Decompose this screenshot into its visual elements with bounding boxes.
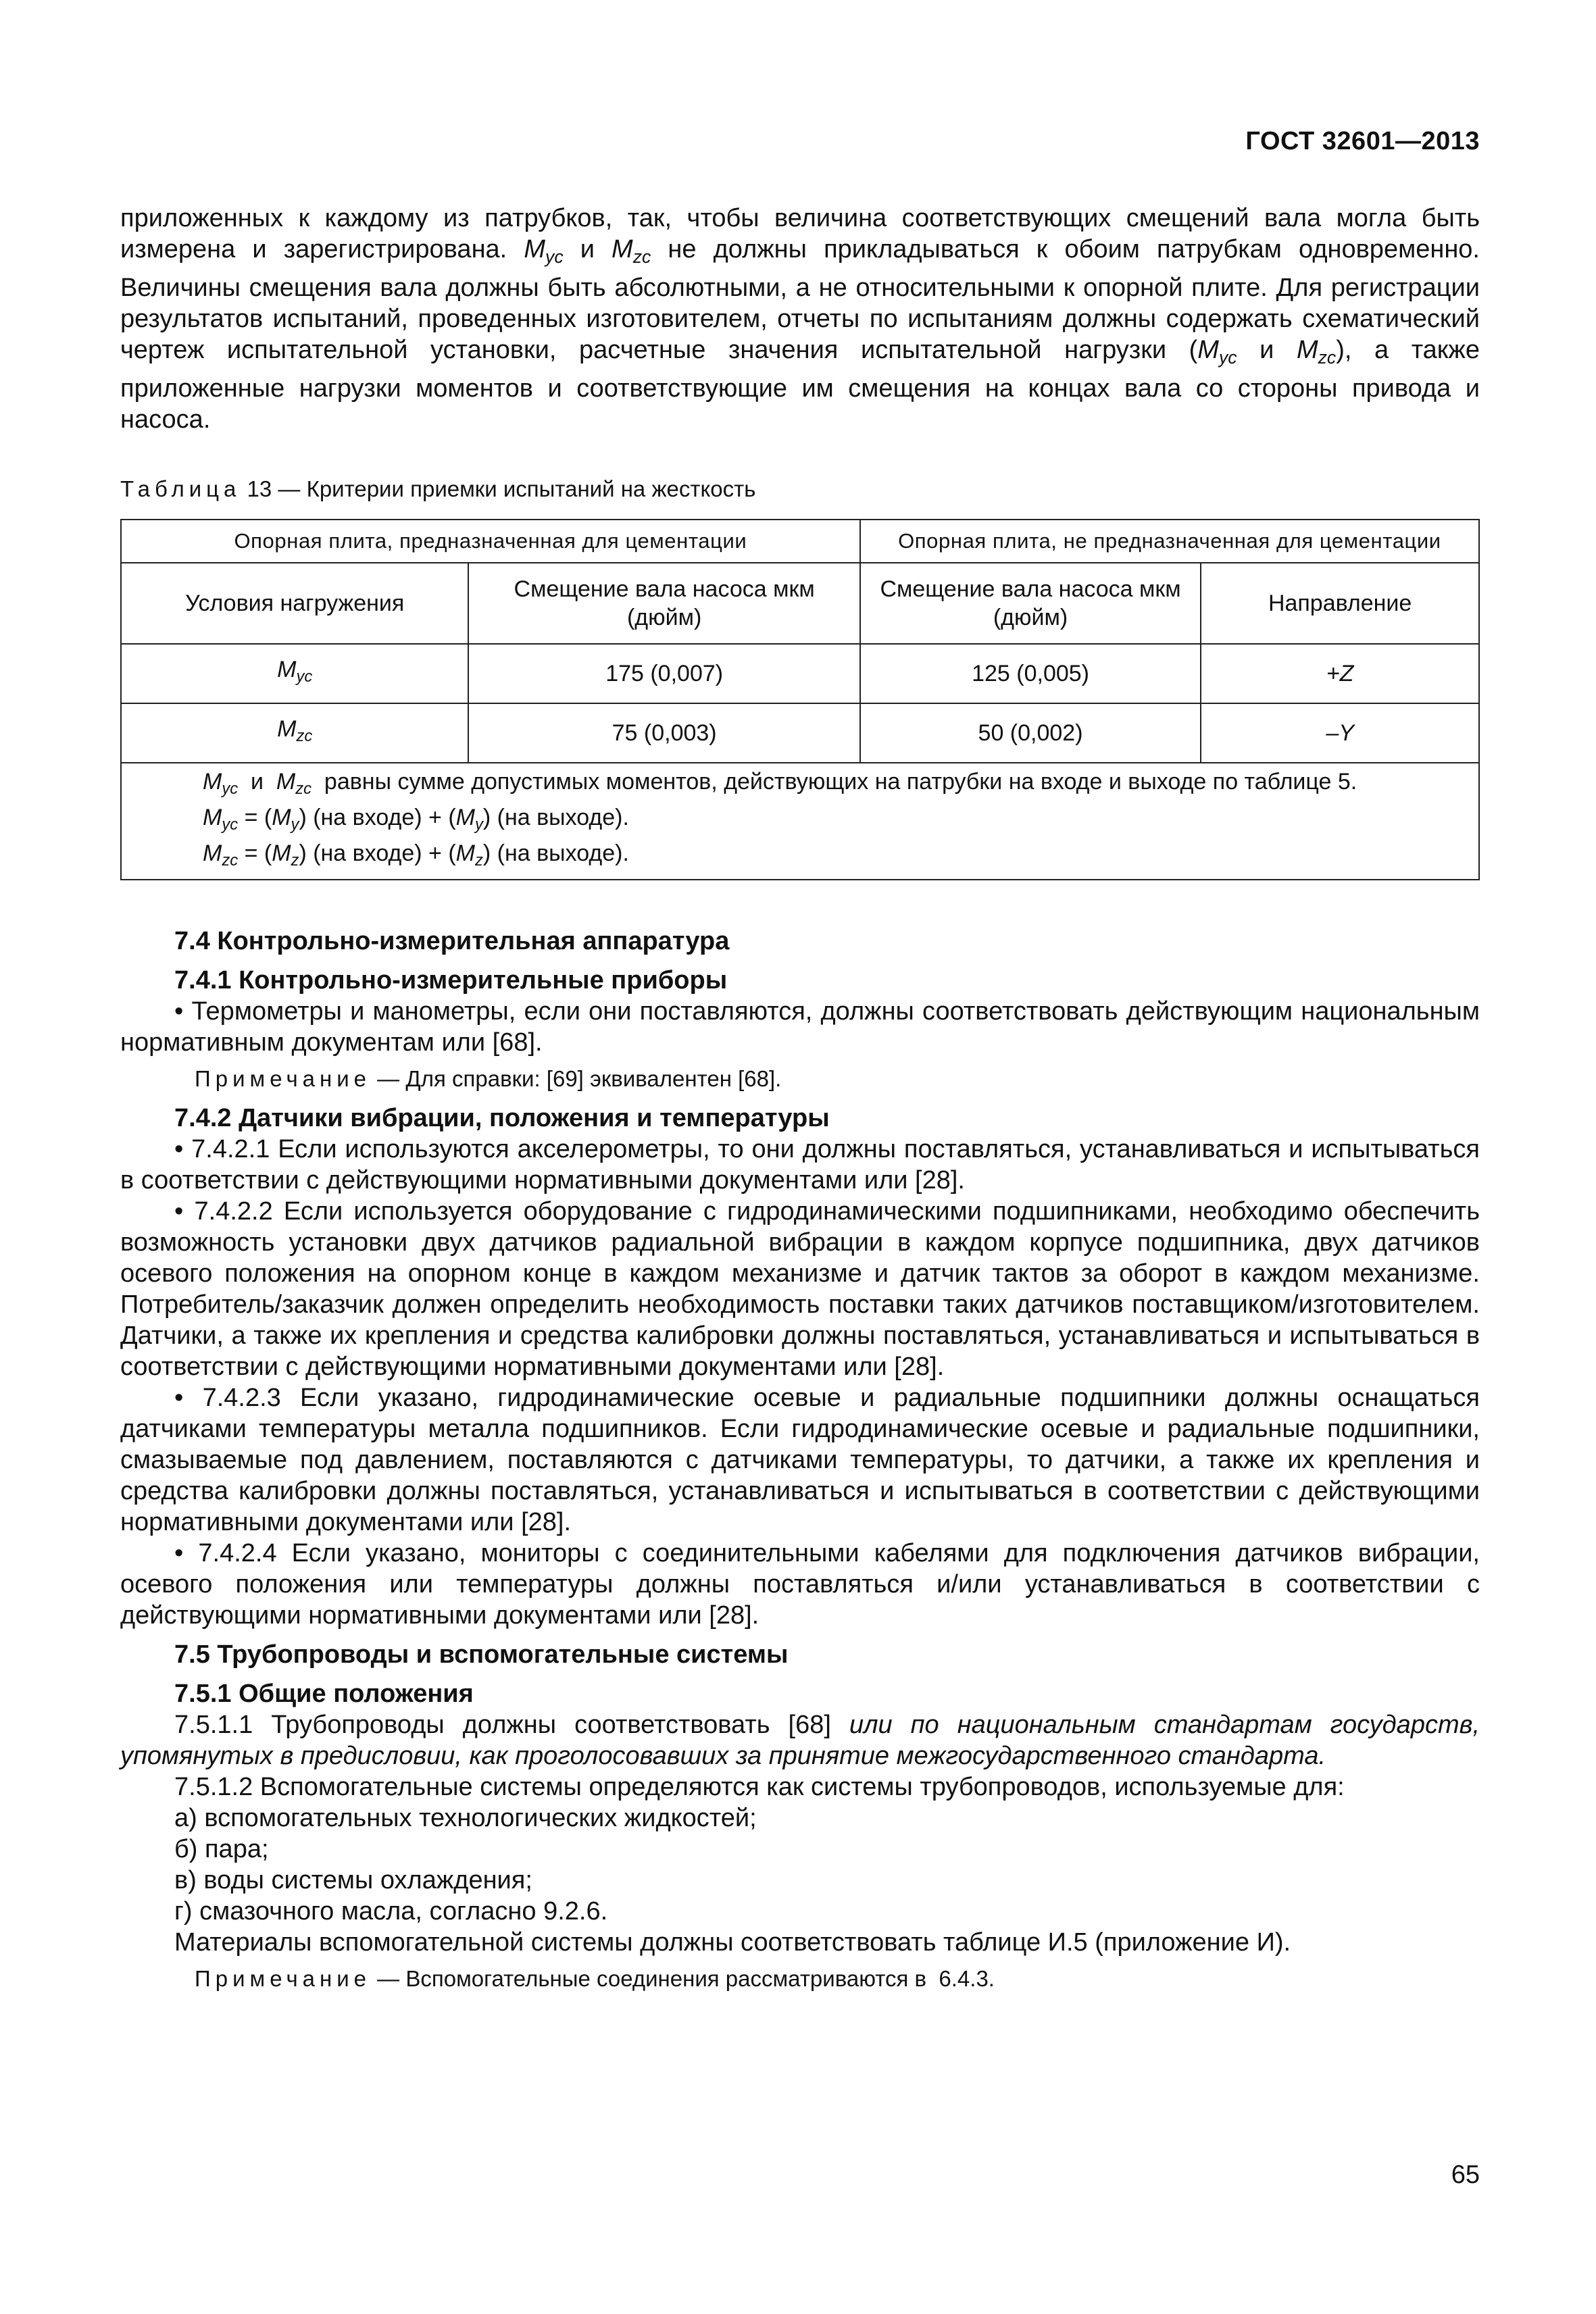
- list-item: в) воды системы охлаждения;: [174, 1866, 532, 1894]
- group-header-grouted: Опорная плита, предназначенная для цементации: [121, 520, 860, 563]
- document-page: [120, 0, 1480, 2314]
- subscript: z: [291, 851, 299, 870]
- heading-7-5-1: 7.5.1 Общие положения: [174, 1680, 474, 1708]
- paragraph-7-4-2-3: • 7.4.2.3 Если указано, гидродинамические осевые и радиальные подшипники должны оснащаться датчиками температуры металла подшипников. Если гидродинамические осевые и радиальные подшипники, смазываемые под давлением, поставляются с датчиками температуры, то датчики, а также их крепления и средства калибровки должны поставляться, устанавливаться и испытываться в соответствии с действующими нормативными документами или [28].: [120, 1384, 1480, 1536]
- subscript: zc: [295, 780, 312, 799]
- heading-7-5: 7.5 Трубопроводы и вспомогательные системы: [174, 1640, 789, 1669]
- note-line-1: [203, 768, 1478, 803]
- heading-7-4-1: 7.4.1 Контрольно-измерительные приборы: [174, 966, 728, 995]
- note-7-4-1: [195, 1063, 1480, 1095]
- paragraph-7-4-2-1: • 7.4.2.1 Если используются акселерометры, то они должны поставляться, устанавливаться и испытываться в соответствии с действующими нормативными документами или [28].: [120, 1135, 1480, 1194]
- intro-paragraph: [120, 203, 1480, 435]
- note-7-5: [195, 1963, 1480, 1994]
- subscript: yc: [222, 815, 239, 834]
- note-word: Примечание: [195, 1066, 372, 1091]
- text-run: = (: [238, 840, 272, 867]
- subscript: yc: [1218, 347, 1237, 368]
- paragraph-materials: Материалы вспомогательной системы должны соответствовать таблице И.5 (приложение И).: [174, 1928, 1291, 1957]
- symbol: M: [276, 769, 296, 795]
- text-run: ) (на входе) + (: [299, 840, 456, 867]
- text-run: ) (на выходе).: [482, 840, 629, 867]
- symbol: M: [203, 769, 222, 795]
- document-body: [120, 926, 1480, 1994]
- paragraph-7-4-1: • Термометры и манометры, если они поставляются, должны соответствовать действующим национальным нормативным документам или [68].: [120, 997, 1480, 1057]
- acceptance-criteria-table: [120, 519, 1480, 880]
- text-run: и: [238, 769, 276, 795]
- cell-value: 125 (0,005): [860, 644, 1201, 703]
- symbol: M: [272, 840, 291, 867]
- col-header-conditions: Условия нагружения: [121, 563, 468, 644]
- col-header-shift-1: Смещение вала насоса мкм (дюйм): [468, 563, 859, 644]
- symbol: M: [455, 805, 475, 831]
- heading-7-4: 7.4 Контрольно-измерительная аппаратура: [174, 927, 730, 955]
- subscript: y: [291, 815, 299, 834]
- text-run: ), а также приложенные нагрузки моментов и соответствующие им смещения на концах вала со стороны привода и насоса.: [120, 335, 1480, 434]
- list-item: б) пара;: [174, 1835, 269, 1863]
- caption-word: Таблица: [120, 476, 241, 501]
- symbol: M: [203, 840, 222, 867]
- table-note: [121, 763, 1479, 880]
- italic-text-run: или по национальным стандартам государств, упомянутых в предисловии, как проголосовавших за принятие межгосударственного стандарта.: [120, 1711, 1480, 1770]
- text-run: равны сумме допустимых моментов, действующих на патрубки на входе и выходе по таблице 5.: [311, 769, 1357, 795]
- list-item: г) смазочного масла, согласно 9.2.6.: [174, 1897, 608, 1926]
- table-row: [121, 644, 1479, 703]
- table-caption: [120, 476, 755, 502]
- cell-condition: [121, 703, 468, 763]
- table-column-header-row: [121, 563, 1479, 644]
- col-header-direction: Направление: [1201, 563, 1479, 644]
- symbol: M: [612, 235, 633, 263]
- text-run: и: [563, 235, 612, 263]
- text-run: = (: [238, 805, 272, 831]
- paragraph-7-5-1-2: 7.5.1.2 Вспомогательные системы определяются как системы трубопроводов, используемые для:: [174, 1773, 1345, 1801]
- page-number: 65: [1451, 2161, 1480, 2189]
- subscript: y: [474, 815, 483, 834]
- symbol: M: [1197, 335, 1219, 364]
- caption-text: 13 — Критерии приемки испытаний на жесткость: [241, 476, 756, 501]
- table-group-header-row: [121, 520, 1479, 563]
- text-run: не должны прикладываться к обоим патрубкам одновременно. Величины смещения вала должны быть абсолютными, а не относительными к опорной плите. Для регистрации результатов испытаний, проведенных изготовителем, отчеты по испытаниям должны содержать схематический чертеж испытательной установки, расчетные значения испытательной нагрузки (: [120, 235, 1480, 364]
- standard-designation: ГОСТ 32601—2013: [1245, 127, 1480, 155]
- symbol: M: [277, 657, 297, 683]
- symbol: M: [1296, 335, 1318, 364]
- subscript: yc: [545, 246, 564, 267]
- subscript: yc: [296, 668, 313, 686]
- cell-condition: [121, 644, 468, 703]
- subscript: z: [474, 851, 483, 870]
- cell-direction: –Y: [1201, 703, 1479, 763]
- cell-value: 75 (0,003): [468, 703, 859, 763]
- cell-direction: +Z: [1201, 644, 1479, 703]
- note-text: — Вспомогательные соединения рассматриваются в 6.4.3.: [371, 1966, 995, 1991]
- symbol: M: [455, 840, 475, 867]
- text-run: и: [1237, 335, 1297, 364]
- paragraph-7-4-2-2: • 7.4.2.2 Если используется оборудование с гидродинамическими подшипниками, необходимо обеспечить возможность установки двух датчиков радиальной вибрации в каждом корпусе подшипника, двух датчиков осевого положения на опорном конце в каждом механизме и датчик тактов за оборот в каждом механизме. Потребитель/заказчик должен определить необходимость поставки таких датчиков поставщиком/изготовителем. Датчики, а также их крепления и средства калибровки должны поставляться, устанавливаться и испытываться в соответствии с действующими нормативными документами или [28].: [120, 1197, 1480, 1381]
- table-note-row: [121, 763, 1479, 880]
- heading-7-4-2: 7.4.2 Датчики вибрации, положения и температуры: [174, 1104, 830, 1132]
- note-line-3: [203, 839, 1478, 875]
- note-line-2: [203, 803, 1478, 839]
- text-run: 7.5.1.1 Трубопроводы должны соответствовать [68]: [174, 1711, 849, 1739]
- note-text: — Для справки: [69] эквивалентен [68].: [371, 1066, 782, 1091]
- note-word: Примечание: [195, 1966, 372, 1991]
- text-run: ) (на выходе).: [482, 805, 629, 831]
- subscript: zc: [1318, 347, 1337, 368]
- subscript: zc: [222, 851, 239, 870]
- paragraph-7-5-1-1: [120, 1709, 1480, 1771]
- subscript: zc: [632, 246, 651, 267]
- symbol: M: [524, 235, 546, 263]
- cell-value: 50 (0,002): [860, 703, 1201, 763]
- symbol: M: [203, 805, 222, 831]
- paragraph-7-4-2-4: • 7.4.2.4 Если указано, мониторы с соединительными кабелями для подключения датчиков вибрации, осевого положения или температуры должны поставляться и/или устанавливаться в соответствии с действующими нормативными документами или [28].: [120, 1539, 1480, 1630]
- subscript: zc: [296, 727, 313, 746]
- symbol: M: [272, 805, 291, 831]
- group-header-not-grouted: Опорная плита, не предназначенная для цементации: [860, 520, 1479, 563]
- col-header-shift-2: Смещение вала насоса мкм (дюйм): [860, 563, 1201, 644]
- text-run: ) (на входе) + (: [299, 805, 456, 831]
- list-item: а) вспомогательных технологических жидкостей;: [174, 1804, 757, 1832]
- text-run: приложенных к каждому из патрубков, так, чтобы величина соответствующих смещений вала могла быть измерена и зарегистрирована.: [120, 204, 1480, 263]
- subscript: yc: [222, 780, 239, 799]
- cell-value: 175 (0,007): [468, 644, 859, 703]
- symbol: M: [277, 716, 297, 743]
- table-row: [121, 703, 1479, 763]
